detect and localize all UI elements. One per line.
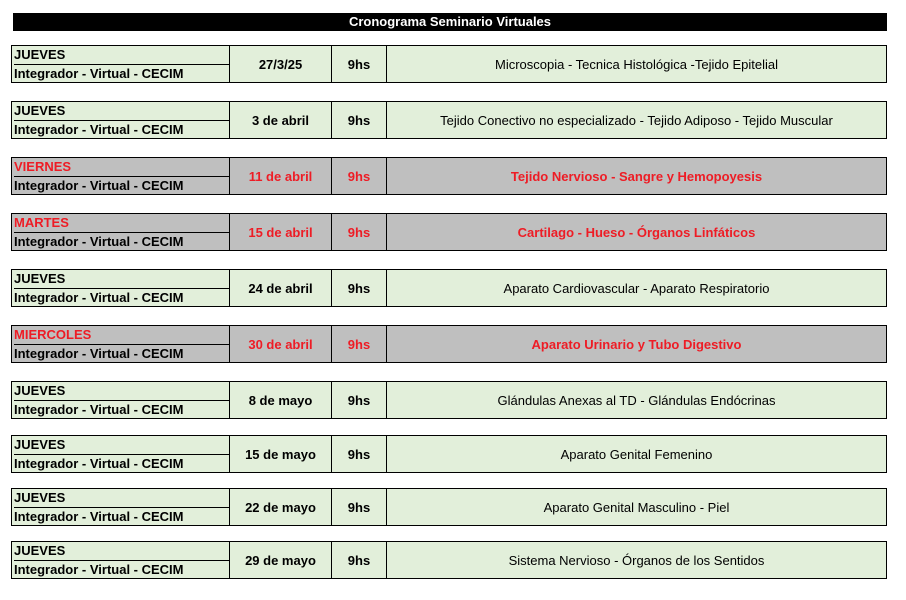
topic-cell: Aparato Genital Femenino [560,446,713,462]
topic-cell: Glándulas Anexas al TD - Glándulas Endócrinas [497,392,776,408]
day-cell [12,158,230,194]
weekday-label: JUEVES [14,270,229,289]
session-subtitle: Integrador - Virtual - CECIM [14,289,184,305]
schedule-row [11,541,887,579]
topic-cell: Aparato Genital Masculino - Piel [543,499,730,515]
topic-cell: Microscopia - Tecnica Histológica -Tejido Epitelial [495,56,778,72]
topic-cell: Aparato Urinario y Tubo Digestivo [531,336,742,352]
schedule-row [11,157,887,195]
session-subtitle: Integrador - Virtual - CECIM [14,508,184,524]
date-cell: 15 de mayo [230,436,332,472]
day-cell [12,46,230,82]
date-cell: 11 de abril [230,158,332,194]
time-cell: 9hs [332,542,387,578]
topic-cell: Aparato Cardiovascular - Aparato Respiratorio [503,280,770,296]
day-cell [12,436,230,472]
weekday-label: JUEVES [14,46,229,65]
session-subtitle: Integrador - Virtual - CECIM [14,401,184,417]
weekday-label: MARTES [14,214,229,233]
weekday-label: JUEVES [14,102,229,121]
topic-cell: Tejido Nervioso - Sangre y Hemopoyesis [510,168,763,184]
day-cell [12,489,230,525]
session-subtitle: Integrador - Virtual - CECIM [14,65,184,81]
topic-cell: Cartilago - Hueso - Órganos Linfáticos [517,224,756,240]
topic-cell: Tejido Conectivo no especializado - Tejido Adiposo - Tejido Muscular [440,112,833,128]
time-cell: 9hs [332,102,387,138]
weekday-label: JUEVES [14,542,229,561]
weekday-label: JUEVES [14,382,229,401]
weekday-label: JUEVES [14,436,229,455]
day-cell [12,326,230,362]
schedule-row [11,269,887,307]
schedule-row [11,381,887,419]
date-cell: 24 de abril [230,270,332,306]
schedule-row [11,213,887,251]
date-cell: 3 de abril [230,102,332,138]
date-cell: 29 de mayo [230,542,332,578]
time-cell: 9hs [332,489,387,525]
weekday-label: MIERCOLES [14,326,229,345]
date-cell: 8 de mayo [230,382,332,418]
day-cell [12,214,230,250]
session-subtitle: Integrador - Virtual - CECIM [14,233,184,249]
session-subtitle: Integrador - Virtual - CECIM [14,177,184,193]
date-cell: 15 de abril [230,214,332,250]
schedule-row [11,435,887,473]
session-subtitle: Integrador - Virtual - CECIM [14,345,184,361]
date-cell: 22 de mayo [230,489,332,525]
day-cell [12,102,230,138]
time-cell: 9hs [332,214,387,250]
time-cell: 9hs [332,46,387,82]
schedule-row [11,488,887,526]
topic-cell: Sistema Nervioso - Órganos de los Sentidos [508,552,765,568]
day-cell [12,382,230,418]
session-subtitle: Integrador - Virtual - CECIM [14,455,184,471]
schedule-row [11,325,887,363]
day-cell [12,542,230,578]
session-subtitle: Integrador - Virtual - CECIM [14,561,184,577]
schedule-title: Cronograma Seminario Virtuales [13,13,887,31]
day-cell [12,270,230,306]
date-cell: 27/3/25 [230,46,332,82]
time-cell: 9hs [332,436,387,472]
session-subtitle: Integrador - Virtual - CECIM [14,121,184,137]
date-cell: 30 de abril [230,326,332,362]
schedule-row [11,45,887,83]
time-cell: 9hs [332,382,387,418]
schedule-row [11,101,887,139]
time-cell: 9hs [332,326,387,362]
weekday-label: VIERNES [14,158,229,177]
weekday-label: JUEVES [14,489,229,508]
time-cell: 9hs [332,270,387,306]
time-cell: 9hs [332,158,387,194]
